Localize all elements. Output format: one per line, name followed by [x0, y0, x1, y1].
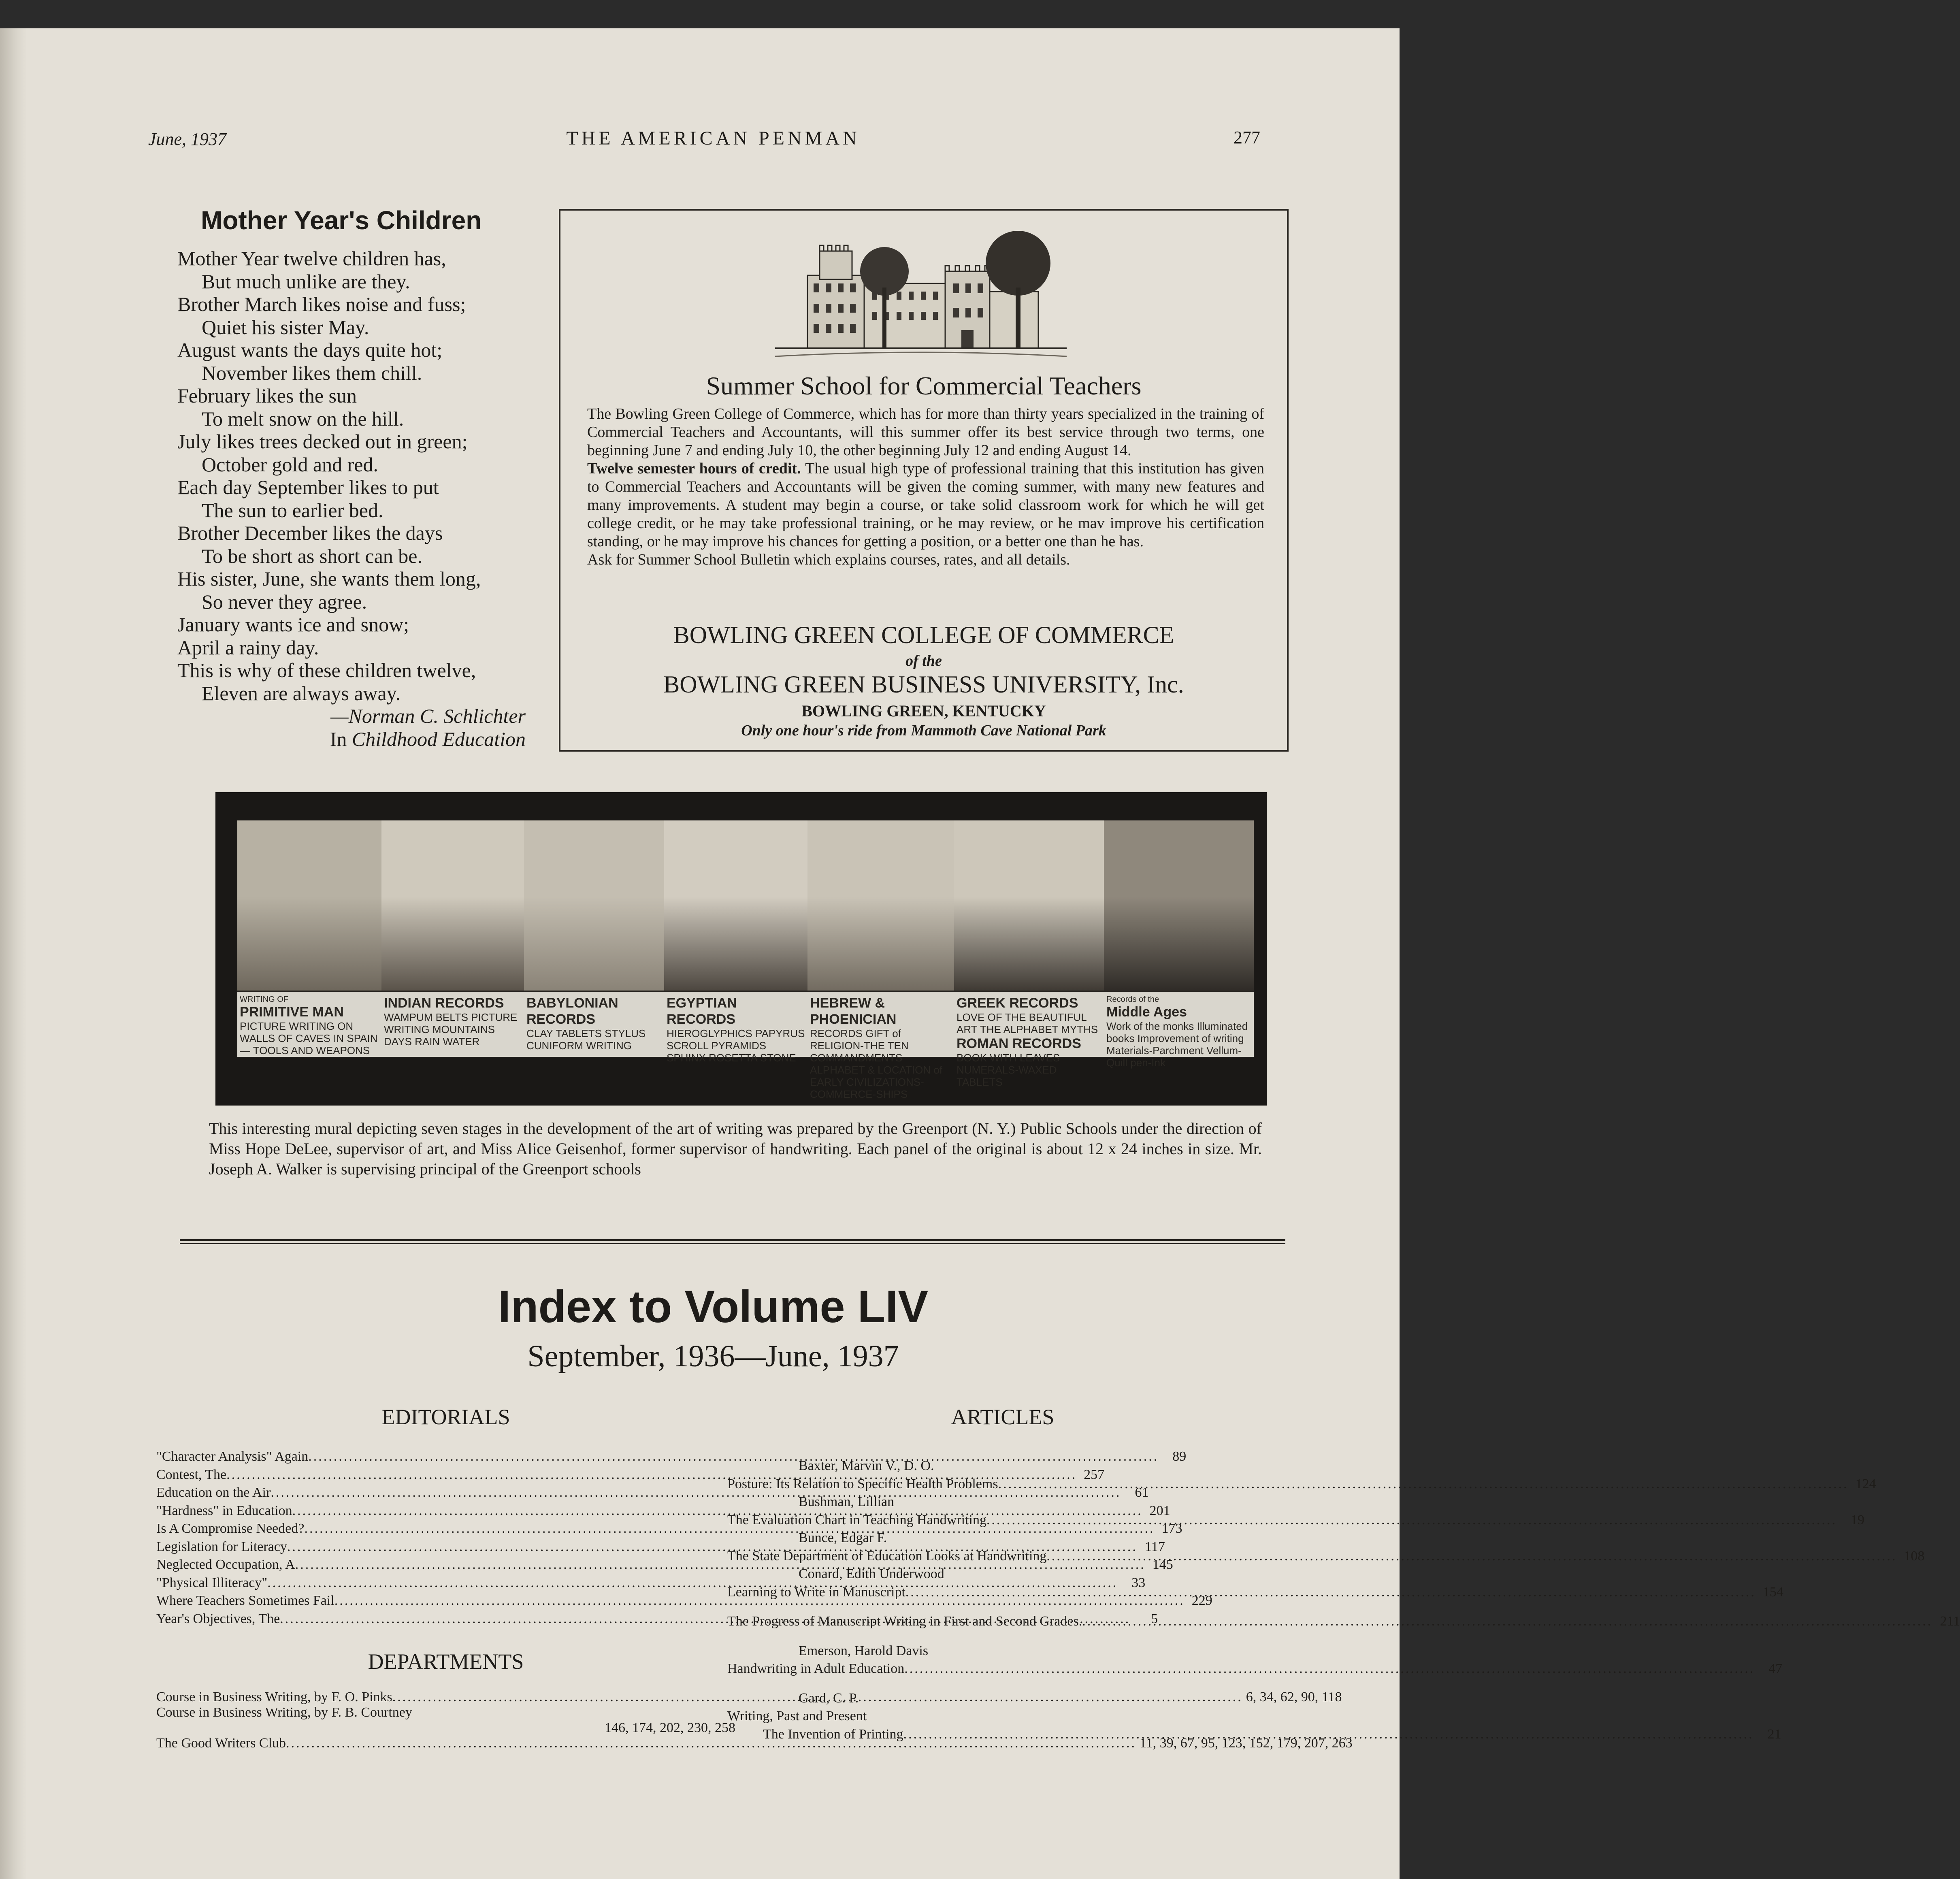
index-entry-title: Learning to Write in Manuscript — [727, 1584, 905, 1600]
mural-panel — [807, 820, 956, 1100]
mural-panel-painting — [954, 820, 1104, 991]
mural-panel-painting — [1104, 820, 1254, 991]
poem-line: This is why of these children twelve, — [177, 659, 476, 682]
summer-school-advertisement — [559, 209, 1289, 752]
departments-heading: DEPARTMENTS — [368, 1649, 524, 1674]
ad-credit-bold: Twelve semester hours of credit. — [587, 460, 801, 477]
mural-caption: This interesting mural depicting seven stages in the development of the art of writing was prepared by the Greenport (N. Y.) Public Schools under the direction of Miss Hope DeLee, supervisor of art, and Miss Alice Geisenhof, former supervisor of handwriting. Each panel of the original is about 12 x 24 inches in size. Mr. Joseph A. Walker is supervising principal of the Greenport schools — [209, 1119, 1262, 1178]
poem-line: Brother March likes noise and fuss; — [177, 293, 466, 315]
mural-panel-small: Records of the — [1106, 995, 1159, 1004]
index-entry-page: 145 — [1152, 1557, 1173, 1572]
index-entry-page: 117 — [1145, 1539, 1165, 1554]
poem-line: August wants the days quite hot; — [177, 339, 443, 361]
section-divider — [180, 1239, 1285, 1241]
mural-panel — [954, 820, 1106, 1088]
index-entry-page: 19 — [1851, 1512, 1864, 1527]
ad-of-the: of the — [905, 652, 942, 669]
mural-panel-painting — [237, 820, 381, 991]
ad-tagline: Only one hour's ride from Mammoth Cave National Park — [741, 722, 1106, 739]
poem-source-title: Childhood Education — [352, 727, 526, 750]
ad-intro-text: The Bowling Green College of Commerce, which has for more than thirty years specialized in the training of Commercial Teachers and Accountants, will this summer offer its best service through two terms, one beginning June 7 and ending July 10, the other beginning July 12 and ending August 14. — [587, 405, 1264, 459]
mural-panel-label — [807, 991, 954, 1100]
mural-panel-title: GREEK RECORDS — [957, 995, 1078, 1011]
index-entry-title: The Good Writers Club — [156, 1736, 286, 1751]
index-entry-page: 173 — [1161, 1521, 1182, 1536]
poem-line: To be short as short can be. — [202, 544, 422, 567]
index-entry-page: 257 — [1084, 1467, 1105, 1482]
mural-panel-label — [237, 991, 381, 1057]
index-entry-title: Is A Compromise Needed? — [156, 1521, 305, 1536]
mural-panel-label — [381, 991, 524, 1057]
article-gap — [727, 1678, 1278, 1689]
index-entry-title: Bunce, Edgar F. — [799, 1530, 887, 1545]
mural-panel-text: Work of the monks Illuminated books Improvement of writing Materials-Parchment Vellum-Quill pen-Ink — [1106, 1020, 1248, 1069]
index-entry-page: 5 — [1151, 1611, 1158, 1626]
index-entry-page: 124 — [1855, 1476, 1876, 1491]
index-entry-page: 154 — [1762, 1584, 1783, 1600]
mural-panel-painting — [664, 820, 807, 991]
mural-panel-text: LOVE OF THE BEAUTIFUL ART THE ALPHABET MYTHS — [957, 1011, 1098, 1035]
poem-line: Eleven are always away. — [202, 682, 401, 705]
mural-panel — [381, 820, 526, 1057]
poem-line: But much unlike are they. — [202, 270, 410, 293]
poem — [177, 247, 530, 750]
mural-panel-text: HIEROGLYPHICS PAPYRUS SCROLL PYRAMIDS SPHINX ROSETTA STONE — [667, 1027, 805, 1064]
index-entry-page: 21 — [1767, 1726, 1781, 1742]
index-entry-page: 33 — [1131, 1575, 1146, 1590]
index-entry-page: 11, 39, 67, 95, 123, 152, 179, 207, 263 — [1140, 1736, 1353, 1751]
ad-college-name: BOWLING GREEN COLLEGE OF COMMERCE — [673, 622, 1174, 648]
mural-panel-title-2: ROMAN RECORDS — [957, 1036, 1081, 1051]
mural-panel-text: PICTURE WRITING ON WALLS OF CAVES IN SPAIN — TOOLS AND WEAPONS — [240, 1020, 378, 1057]
poem-line: Each day September likes to put — [177, 476, 439, 499]
editorials-heading: EDITORIALS — [381, 1405, 510, 1429]
department-entry — [156, 1736, 1353, 1751]
index-entry-page: 211 — [1940, 1614, 1960, 1629]
poem-line: The sun to earlier bed. — [202, 499, 383, 522]
leader-dots — [905, 1583, 1756, 1602]
poem-line: November likes them chill. — [202, 361, 422, 384]
index-entry-title: Course in Business Writing, by F. O. Pinks — [156, 1689, 392, 1704]
poem-author: —Norman C. Schlichter — [330, 705, 526, 727]
index-entry-title: Handwriting in Adult Education — [727, 1661, 905, 1676]
mural-panel-label — [954, 991, 1104, 1088]
poem-title: Mother Year's Children — [201, 206, 482, 235]
mural-panel-title: HEBREW & PHOENICIAN — [810, 995, 897, 1027]
mural-panel — [524, 820, 666, 1057]
college-building-illustration — [775, 227, 1067, 364]
article-entry — [727, 1613, 1960, 1631]
index-entry-page: 89 — [1172, 1449, 1187, 1464]
index-entry-title: Emerson, Harold Davis — [799, 1643, 929, 1658]
article-entry — [727, 1565, 1278, 1583]
header-journal-title: THE AMERICAN PENMAN — [566, 128, 860, 149]
article-entry — [727, 1707, 1278, 1726]
article-entry — [727, 1529, 1278, 1547]
article-entry — [727, 1511, 1864, 1530]
article-gap — [727, 1601, 1278, 1613]
mural-panel-title: Middle Ages — [1106, 1004, 1187, 1020]
article-entry — [727, 1660, 1783, 1678]
index-entry-page: 47 — [1768, 1661, 1783, 1676]
poem-line: October gold and red. — [202, 453, 378, 476]
mural-panel-label — [1104, 991, 1254, 1069]
poem-line: Quiet his sister May. — [202, 315, 369, 339]
mural-panel-painting — [807, 820, 954, 991]
index-entry-title: The Progress of Manuscript Writing in First and Second Grades. — [727, 1614, 1082, 1629]
index-entry-title: Posture: Its Relation to Specific Health Problems — [727, 1476, 998, 1491]
index-entry-page: 201 — [1149, 1503, 1170, 1518]
mural-panel — [237, 820, 383, 1057]
mural-panel-label — [524, 991, 664, 1057]
mural-panel-painting — [524, 820, 664, 991]
department-entry — [156, 1720, 735, 1736]
header-date: June, 1937 — [148, 129, 227, 149]
index-entry-title: Course in Business Writing, by F. B. Courtney — [156, 1705, 412, 1720]
poem-line: His sister, June, she wants them long, — [177, 567, 481, 590]
index-entry-title: Year's Objectives, The — [156, 1611, 280, 1626]
index-entry-title: Education on the Air — [156, 1485, 271, 1500]
index-entry-title: Bushman, Lillian — [799, 1494, 895, 1509]
mural-panel-title: EGYPTIAN RECORDS — [667, 995, 737, 1027]
poem-line: So never they agree. — [202, 590, 367, 613]
poem-line: Brother December likes the days — [177, 522, 443, 544]
mural-panel-title: INDIAN RECORDS — [384, 995, 504, 1011]
leader-dots — [986, 1511, 1837, 1530]
mural-panel-title: PRIMITIVE MAN — [240, 1004, 344, 1020]
magazine-page — [27, 28, 1960, 1879]
article-entry — [727, 1583, 1783, 1602]
article-entry — [727, 1457, 1278, 1475]
index-entry-page: 229 — [1191, 1593, 1212, 1608]
leader-dots — [904, 1660, 1755, 1678]
mural-panel-title: BABYLONIAN RECORDS — [526, 995, 618, 1027]
article-entry — [727, 1547, 1925, 1566]
poem-line: February likes the sun — [177, 384, 357, 407]
index-entry-page: 6, 34, 62, 90, 118 — [1246, 1689, 1342, 1704]
leader-dots — [1082, 1613, 1932, 1631]
index-entry-page: 108 — [1904, 1548, 1925, 1564]
header-page-number: 277 — [1234, 128, 1260, 147]
page-binding-edge — [0, 28, 27, 1879]
writing-history-mural-photo — [215, 792, 1267, 1106]
articles-heading: ARTICLES — [951, 1405, 1055, 1429]
index-entry-title: The Evaluation Chart in Teaching Handwriting — [727, 1512, 986, 1527]
mural-panel — [664, 820, 809, 1064]
department-entry — [156, 1705, 735, 1720]
ad-credit-text: The usual high type of professional training that this institution has given to Commercial Teachers and Accountants will be given the coming summer, with many new features and many improvements. A student may begin a course, or take solid classroom work for which he will get college credit, or he may take professional training, or he may review, or he mav improve his certification standing, or he may improve his chances for getting a position, or a better one than he has. — [587, 460, 1264, 550]
poem-source-prefix: In — [330, 727, 352, 750]
mural-panel-text-2: BOOK WITH LEAVES NUMERALS-WAXED TABLETS — [957, 1052, 1060, 1088]
mural-panel-text: RECORDS GIFT of RELIGION-THE TEN COMMANDMENTS ALPHABET & LOCATION of EARLY CIVILIZATIONS-COMMERCE-SHIPS — [810, 1027, 943, 1100]
leader-dots — [1046, 1547, 1897, 1566]
index-entry-title: Legislation for Literacy — [156, 1539, 287, 1554]
poem-line: April a rainy day. — [177, 636, 319, 659]
index-entry-title: "Hardness" in Education — [156, 1503, 292, 1518]
mural-panel-text: CLAY TABLETS STYLUS CUNIFORM WRITING — [526, 1027, 646, 1052]
article-entry — [727, 1642, 1278, 1660]
poem-lines — [177, 247, 530, 705]
poem-line: January wants ice and snow; — [177, 613, 409, 636]
index-entry-title: "Character Analysis" Again — [156, 1449, 309, 1464]
mural-panel-painting — [381, 820, 524, 991]
index-entry-title: Gard, C. P. — [799, 1690, 859, 1706]
section-divider-thin — [180, 1243, 1285, 1244]
poem-source — [177, 728, 530, 751]
index-entry-title: The State Department of Education Looks at Handwriting — [727, 1548, 1047, 1564]
poem-line: To melt snow on the hill. — [202, 407, 404, 430]
mural-panel-label — [664, 991, 807, 1064]
index-entry-title: Writing, Past and Present — [727, 1709, 867, 1723]
ad-body — [587, 405, 1264, 569]
article-gap — [727, 1631, 1278, 1642]
article-entry — [727, 1689, 1278, 1708]
ad-title: Summer School for Commercial Teachers — [706, 371, 1142, 400]
leader-dots — [903, 1726, 1754, 1744]
index-entry-title: Neglected Occupation, A — [156, 1557, 295, 1572]
mural-panel — [1104, 820, 1255, 1069]
index-entry-title: Where Teachers Sometimes Fail — [156, 1593, 334, 1608]
article-entry — [727, 1475, 1876, 1493]
index-entry-title: Conard, Edith Underwood — [799, 1566, 944, 1581]
index-entry-title: The Invention of Printing — [763, 1726, 903, 1742]
poem-line: Mother Year twelve children has, — [177, 247, 446, 270]
index-title: Index to Volume LIV — [498, 1281, 929, 1332]
index-entry-page: 146, 174, 202, 230, 258 — [605, 1720, 735, 1735]
article-entry — [727, 1493, 1278, 1511]
index-entry-title: Baxter, Marvin V., D. O. — [799, 1458, 934, 1473]
ad-bulletin-text: Ask for Summer School Bulletin which explains courses, rates, and all details. — [587, 551, 1070, 568]
leader-dots — [998, 1475, 1849, 1493]
mural-panel-text: WAMPUM BELTS PICTURE WRITING MOUNTAINS DAYS RAIN WATER — [384, 1011, 518, 1048]
ad-location: BOWLING GREEN, KENTUCKY — [801, 702, 1046, 720]
index-entry-title: Contest, The — [156, 1467, 227, 1482]
mural-panel-small: WRITING OF — [240, 995, 288, 1004]
index-subtitle: September, 1936—June, 1937 — [527, 1339, 899, 1373]
poem-line: July likes trees decked out in green; — [177, 430, 468, 453]
ad-university-name: BOWLING GREEN BUSINESS UNIVERSITY, Inc. — [663, 671, 1184, 698]
index-entry-title: "Physical Illiteracy" — [156, 1575, 268, 1590]
index-entry-page: 61 — [1135, 1485, 1149, 1500]
